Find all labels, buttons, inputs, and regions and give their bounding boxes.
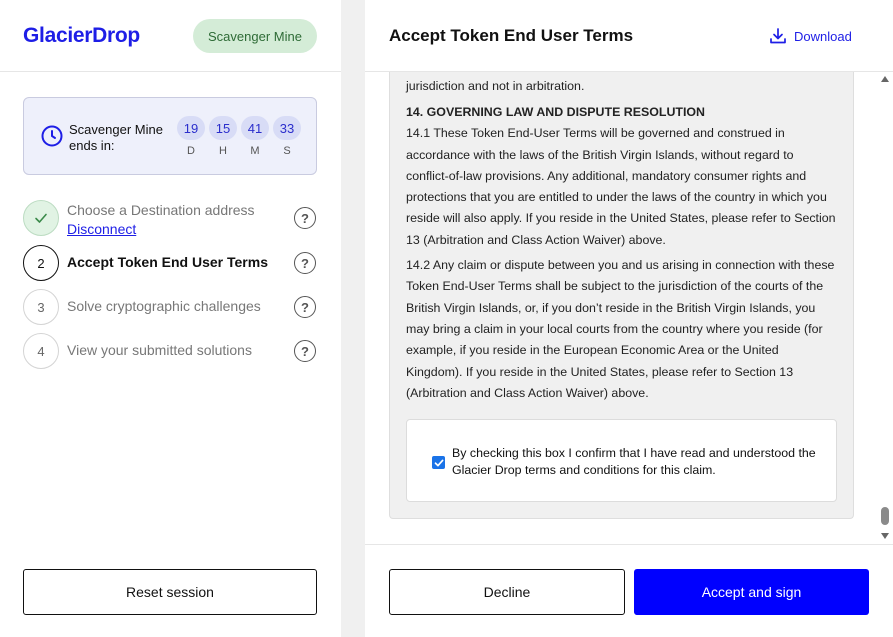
phase-pill: Scavenger Mine [193,19,317,53]
check-icon [434,458,444,468]
confirm-checkbox[interactable] [432,456,445,469]
step-label: Choose a Destination address [67,202,255,218]
terms-panel [365,0,893,637]
help-icon[interactable]: ? [294,340,316,362]
terms-header [365,0,893,72]
footer-divider [365,544,893,545]
timer-unit: M [250,145,260,157]
terms-section-heading: 14. GOVERNING LAW AND DISPUTE RESOLUTION [406,105,706,120]
timer-seconds [273,116,301,157]
step-label: View your submitted solutions [67,342,252,358]
scroll-up-arrow[interactable] [881,76,889,82]
terms-content [390,72,853,404]
disconnect-link[interactable]: Disconnect [67,221,137,237]
reset-session-button[interactable]: Reset session [23,569,317,615]
step-label: Solve cryptographic challenges [67,298,261,314]
clock-icon [41,125,63,147]
help-icon[interactable]: ? [294,296,316,318]
countdown-timer [23,97,317,175]
download-icon [769,27,787,45]
step-view-solutions [23,333,323,369]
sidebar-panel [0,0,341,637]
timer-days [177,116,205,157]
help-icon[interactable]: ? [294,207,316,229]
scroll-down-arrow[interactable] [881,533,889,539]
step-number: 3 [23,289,59,325]
timer-unit: H [219,145,227,157]
timer-unit: D [187,145,195,157]
step-accept-terms [23,245,323,281]
scroll-thumb[interactable] [881,507,889,525]
confirm-card [406,419,837,502]
timer-value: 33 [273,116,301,140]
step-number: 4 [23,333,59,369]
timer-value: 41 [241,116,269,140]
timer-hours [209,116,237,157]
timer-value: 15 [209,116,237,140]
terms-paragraph: 14.2 Any claim or dispute between you and us arising in connection with these Token End-User Terms shall be subject to the jurisdiction of the courts of the British Virgin Islands, or, if you don’t reside in the British Virgin Islands, you may bring a claim in your local courts from the country where you reside (for example, if you reside in the European Economic Area or the United Kingdom). If you reside in the United States, please refer to Section 13 (Arbitration and Class Action Waiver) above. [406,258,835,400]
terms-partial-line: jurisdiction and not in arbitration. [406,79,585,93]
step-label: Accept Token End User Terms [67,254,268,270]
terms-scroll-area[interactable] [389,72,854,519]
page-title: Accept Token End User Terms [389,26,634,45]
check-icon [34,211,48,225]
step-number: 2 [23,245,59,281]
timer-value: 19 [177,116,205,140]
step-solve-challenges [23,289,323,325]
scrollbar[interactable] [878,72,893,544]
download-label: Download [794,28,852,44]
sidebar-header [0,0,341,72]
decline-button[interactable]: Decline [389,569,625,615]
timer-label: Scavenger Mine ends in: [69,122,163,153]
timer-unit: S [283,145,291,157]
confirm-label[interactable]: By checking this box I confirm that I have read and understood the Glacier Drop terms and conditions for this claim. [452,446,816,477]
download-button[interactable] [769,27,852,45]
help-icon[interactable]: ? [294,252,316,274]
step-destination-address [23,200,323,236]
step-label-wrapper [67,201,255,239]
logo: GlacierDrop [23,24,140,47]
accept-and-sign-button[interactable]: Accept and sign [634,569,869,615]
terms-paragraph: 14.1 These Token End-User Terms will be governed and construed in accordance with the laws of the British Virgin Islands, without regard to conflict-of-law provisions. Any additional, mandatory consumer rights and protections that you are entitled to under the laws of the country in which you reside will also apply. If you reside in the United States, please refer to Section 13 (Arbitration and Class Action Waiver) above. [406,126,836,247]
timer-minutes [241,116,269,157]
step-status-circle [23,200,59,236]
